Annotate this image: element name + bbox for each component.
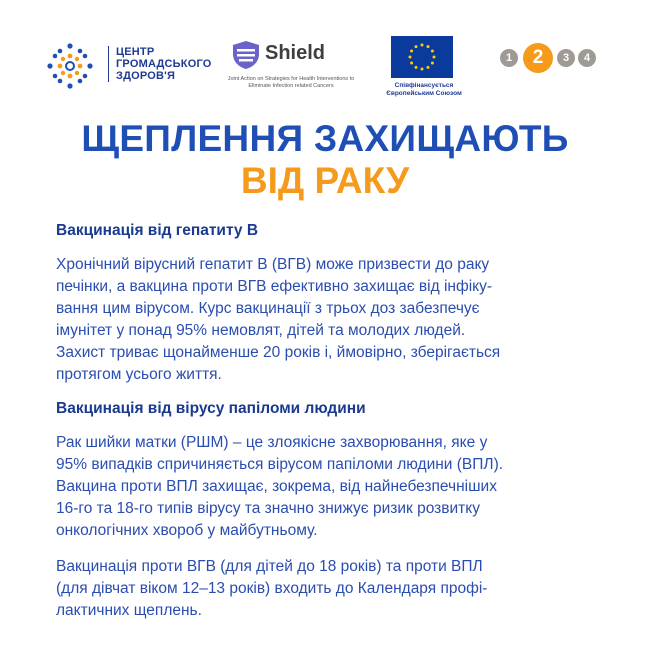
eu-caption: Співфінансується Європейським Союзом bbox=[386, 82, 462, 97]
vaccination-calendar-note: Вакцинація проти ВГВ (для дітей до 18 років) та проти ВПЛ (для дівчат віком 12–13 років) входить до Календаря профі- лактичних щеплень. bbox=[56, 558, 488, 619]
eu-flag-icon bbox=[391, 36, 453, 78]
page-title-line-1: ЩЕПЛЕННЯ ЗАХИЩАЮТЬ bbox=[81, 118, 569, 159]
public-health-center-logo bbox=[46, 40, 212, 90]
section-body-hpv: Рак шийки матки (РШМ) – це злоякісне захворювання, яке у 95% випадків спричиняється вірусом папіломи людини (ВПЛ). Вакцина проти ВПЛ захищає, зокрема, від найнебезпечніших 16-го та 18-го типів вірусу та значно знижує ризик розвитку онкологічних хвороб у майбутньому. bbox=[56, 434, 504, 539]
page-number-4: 4 bbox=[578, 49, 596, 67]
shield-logo bbox=[225, 36, 355, 96]
shield-emblem-icon bbox=[231, 40, 261, 70]
page-number-2-current: 2 bbox=[523, 43, 553, 73]
logo-line: ЗДОРОВ'Я bbox=[116, 70, 176, 82]
logo-divider bbox=[108, 46, 109, 82]
header bbox=[0, 30, 650, 110]
section-heading-hepatitis-b: Вакцинація від гепатиту В bbox=[56, 222, 259, 239]
logo-line: ЦЕНТР bbox=[116, 46, 155, 58]
page-title-line-2: ВІД РАКУ bbox=[240, 160, 410, 201]
page-indicator bbox=[500, 43, 599, 73]
public-health-center-name bbox=[116, 46, 212, 82]
eu-logo bbox=[385, 36, 475, 106]
logo-line: ГРОМАДСЬКОГО bbox=[116, 58, 212, 70]
page-number-1: 1 bbox=[500, 49, 518, 67]
section-heading-hpv: Вакцинація від вірусу папіломи людини bbox=[56, 400, 366, 417]
page-number-3: 3 bbox=[557, 49, 575, 67]
section-body-hepatitis-b: Хронічний вірусний гепатит В (ВГВ) може призвести до раку печінки, а вакцина проти ВГВ ефективно захищає від інфіку- вання цим вірусом. Курс вакцинації з трьох доз забезпечує імунітет у понад 95% немовлят, дітей та молодих людей. Захист триває щонайменше 20 років і, ймовірно, зберігається протягом усього життя. bbox=[56, 256, 501, 383]
shield-subtitle: Joint Action on Strategies for Health Interventions to Eliminate Infection related Cancers bbox=[227, 76, 355, 89]
public-health-center-emblem-icon bbox=[46, 42, 94, 90]
main-content bbox=[56, 222, 616, 636]
shield-title: Shield bbox=[265, 42, 326, 64]
